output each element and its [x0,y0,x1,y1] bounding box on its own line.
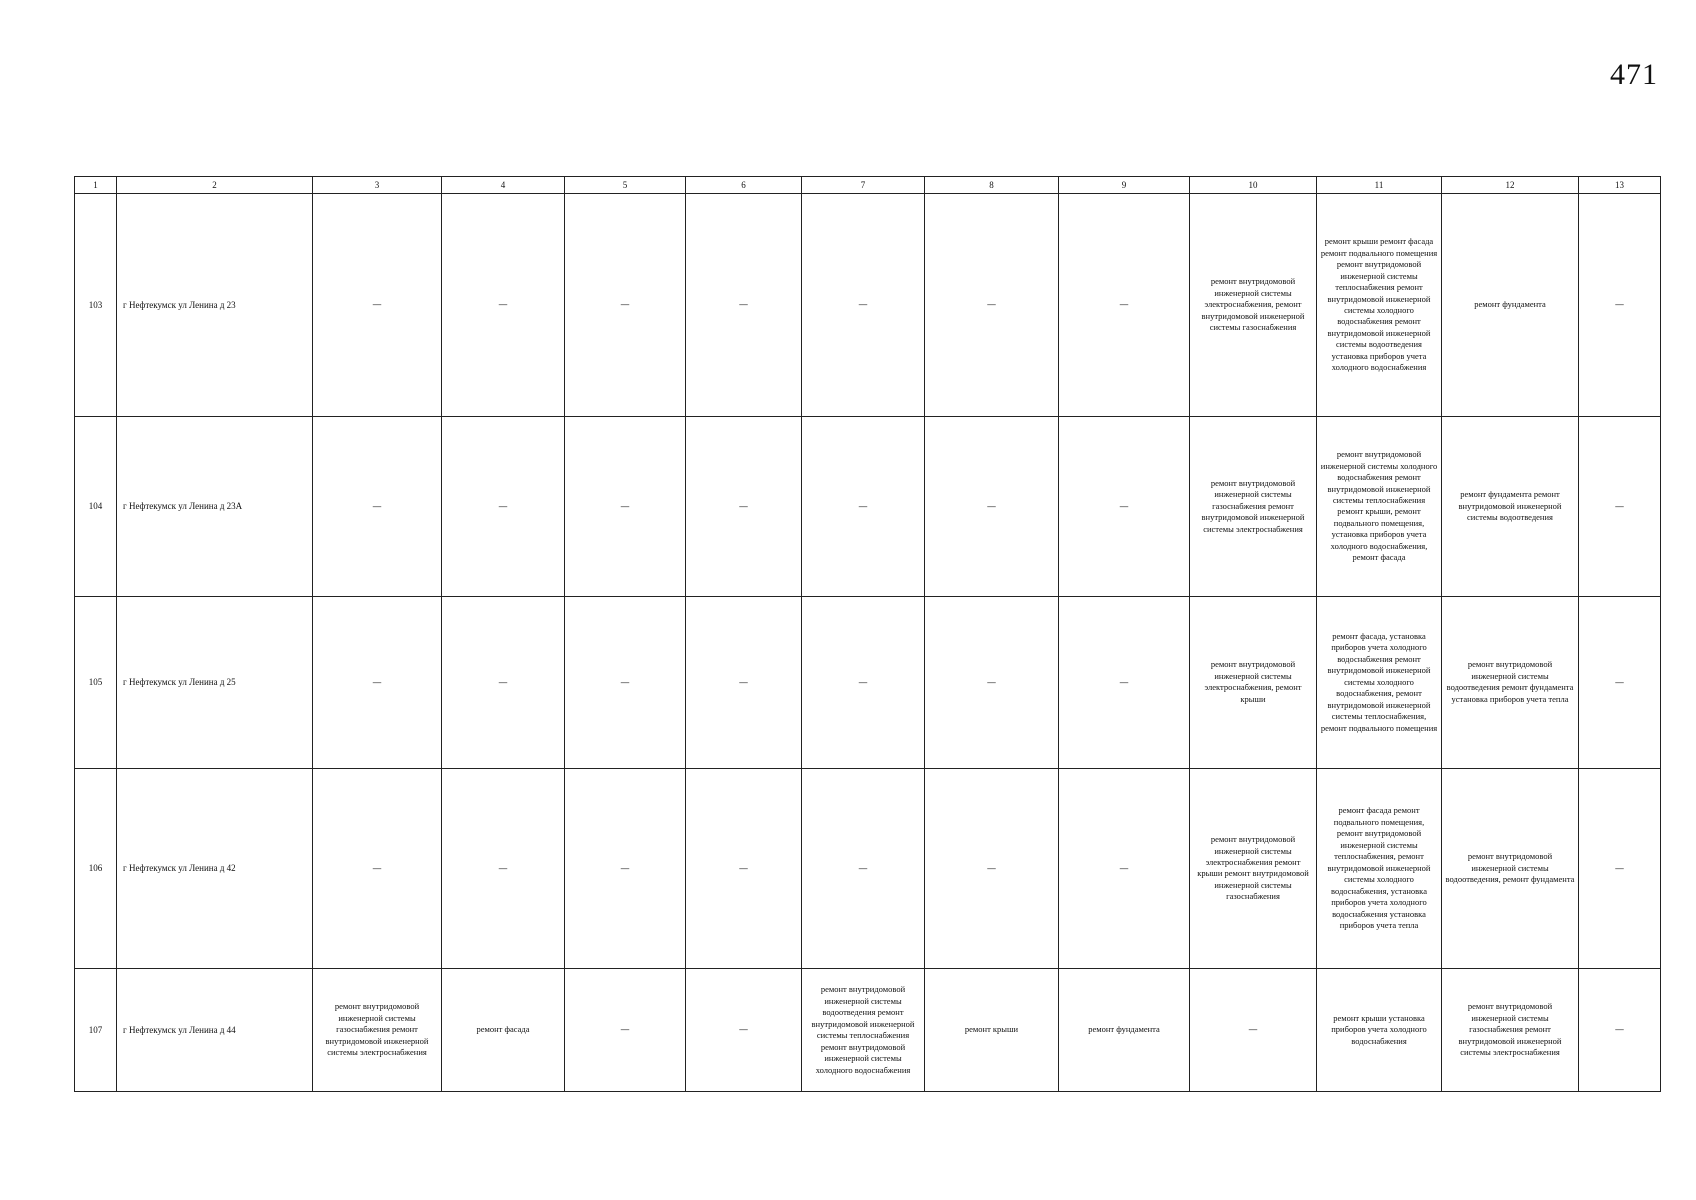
cell-col-7: ремонт внутридомовой инженерной системы водоотведения ремонт внутридомовой инженерной системы теплоснабжения ремонт внутридомовой инженерной системы холодного водоснабжения [802,969,925,1092]
cell-col-9: — [1059,596,1190,768]
cell-col-12: ремонт фундамента ремонт внутридомовой инженерной системы водоотведения [1442,416,1579,596]
cell-col-5: — [565,969,686,1092]
page-number: 471 [1610,58,1658,91]
cell-col-10: ремонт внутридомовой инженерной системы газоснабжения ремонт внутридомовой инженерной системы электроснабжения [1190,416,1317,596]
cell-col-11: ремонт крыши установка приборов учета холодного водоснабжения [1317,969,1442,1092]
cell-col-11: ремонт фасада ремонт подвального помещения, ремонт внутридомовой инженерной системы теплоснабжения, ремонт внутридомовой инженерной системы холодного водоснабжения, установка приборов учета холодного водоснабжения установка приборов учета тепла [1317,768,1442,968]
cell-col-4: — [442,596,565,768]
cell-col-13: — [1579,596,1661,768]
cell-col-6: — [686,969,802,1092]
cell-col-13: — [1579,416,1661,596]
cell-col-12: ремонт внутридомовой инженерной системы газоснабжения ремонт внутридомовой инженерной системы электроснабжения [1442,969,1579,1092]
cell-col-10: ремонт внутридомовой инженерной системы электроснабжения, ремонт внутридомовой инженерной системы газоснабжения [1190,194,1317,417]
row-address: г Нефтекумск ул Ленина д 44 [117,969,313,1092]
cell-col-4: — [442,194,565,417]
table-row [75,416,1661,596]
cell-col-9: — [1059,416,1190,596]
cell-col-9: ремонт фундамента [1059,969,1190,1092]
cell-col-11: ремонт крыши ремонт фасада ремонт подвального помещения ремонт внутридомовой инженерной системы теплоснабжения ремонт внутридомовой инженерной системы холодного водоснабжения ремонт внутридомовой инженерной системы водоотведения установка приборов учета холодного водоснабжения [1317,194,1442,417]
column-header: 3 [313,177,442,194]
cell-col-3: ремонт внутридомовой инженерной системы газоснабжения ремонт внутридомовой инженерной системы электроснабжения [313,969,442,1092]
cell-col-3: — [313,416,442,596]
cell-col-5: — [565,416,686,596]
cell-col-5: — [565,768,686,968]
row-address: г Нефтекумск ул Ленина д 42 [117,768,313,968]
cell-col-6: — [686,416,802,596]
column-header: 6 [686,177,802,194]
cell-col-8: — [925,194,1059,417]
cell-col-10: ремонт внутридомовой инженерной системы электроснабжения, ремонт крыши [1190,596,1317,768]
cell-col-7: — [802,194,925,417]
row-address: г Нефтекумск ул Ленина д 25 [117,596,313,768]
cell-col-9: — [1059,194,1190,417]
table-row [75,194,1661,417]
cell-col-7: — [802,596,925,768]
column-header: 4 [442,177,565,194]
cell-col-13: — [1579,969,1661,1092]
column-header: 12 [1442,177,1579,194]
cell-col-12: ремонт фундамента [1442,194,1579,417]
cell-col-5: — [565,194,686,417]
row-number: 104 [75,416,117,596]
cell-col-7: — [802,768,925,968]
repair-schedule-table [74,176,1661,1092]
table-row [75,969,1661,1092]
cell-col-12: ремонт внутридомовой инженерной системы водоотведения, ремонт фундамента [1442,768,1579,968]
cell-col-9: — [1059,768,1190,968]
column-header: 7 [802,177,925,194]
column-header: 8 [925,177,1059,194]
cell-col-4: ремонт фасада [442,969,565,1092]
cell-col-4: — [442,768,565,968]
cell-col-6: — [686,768,802,968]
column-header: 2 [117,177,313,194]
column-header: 10 [1190,177,1317,194]
row-address: г Нефтекумск ул Ленина д 23 [117,194,313,417]
cell-col-11: ремонт внутридомовой инженерной системы холодного водоснабжения ремонт внутридомовой инженерной системы теплоснабжения ремонт крыши, ремонт подвального помещения, установка приборов учета холодного водоснабжения, ремонт фасада [1317,416,1442,596]
cell-col-7: — [802,416,925,596]
column-header: 13 [1579,177,1661,194]
cell-col-6: — [686,596,802,768]
column-header: 5 [565,177,686,194]
row-number: 107 [75,969,117,1092]
row-number: 105 [75,596,117,768]
cell-col-10: ремонт внутридомовой инженерной системы электроснабжения ремонт крыши ремонт внутридомовой инженерной системы газоснабжения [1190,768,1317,968]
cell-col-8: ремонт крыши [925,969,1059,1092]
cell-col-3: — [313,596,442,768]
cell-col-10: — [1190,969,1317,1092]
cell-col-6: — [686,194,802,417]
cell-col-13: — [1579,768,1661,968]
cell-col-8: — [925,416,1059,596]
cell-col-12: ремонт внутридомовой инженерной системы водоотведения ремонт фундамента установка приборов учета тепла [1442,596,1579,768]
cell-col-3: — [313,768,442,968]
row-address: г Нефтекумск ул Ленина д 23А [117,416,313,596]
column-header: 9 [1059,177,1190,194]
table-row [75,596,1661,768]
cell-col-5: — [565,596,686,768]
column-header: 1 [75,177,117,194]
cell-col-8: — [925,768,1059,968]
row-number: 106 [75,768,117,968]
cell-col-8: — [925,596,1059,768]
column-header: 11 [1317,177,1442,194]
table-header-row [75,177,1661,194]
cell-col-3: — [313,194,442,417]
cell-col-11: ремонт фасада, установка приборов учета холодного водоснабжения ремонт внутридомовой инженерной системы холодного водоснабжения, ремонт внутридомовой инженерной системы теплоснабжения, ремонт подвального помещения [1317,596,1442,768]
cell-col-13: — [1579,194,1661,417]
table-row [75,768,1661,968]
row-number: 103 [75,194,117,417]
cell-col-4: — [442,416,565,596]
